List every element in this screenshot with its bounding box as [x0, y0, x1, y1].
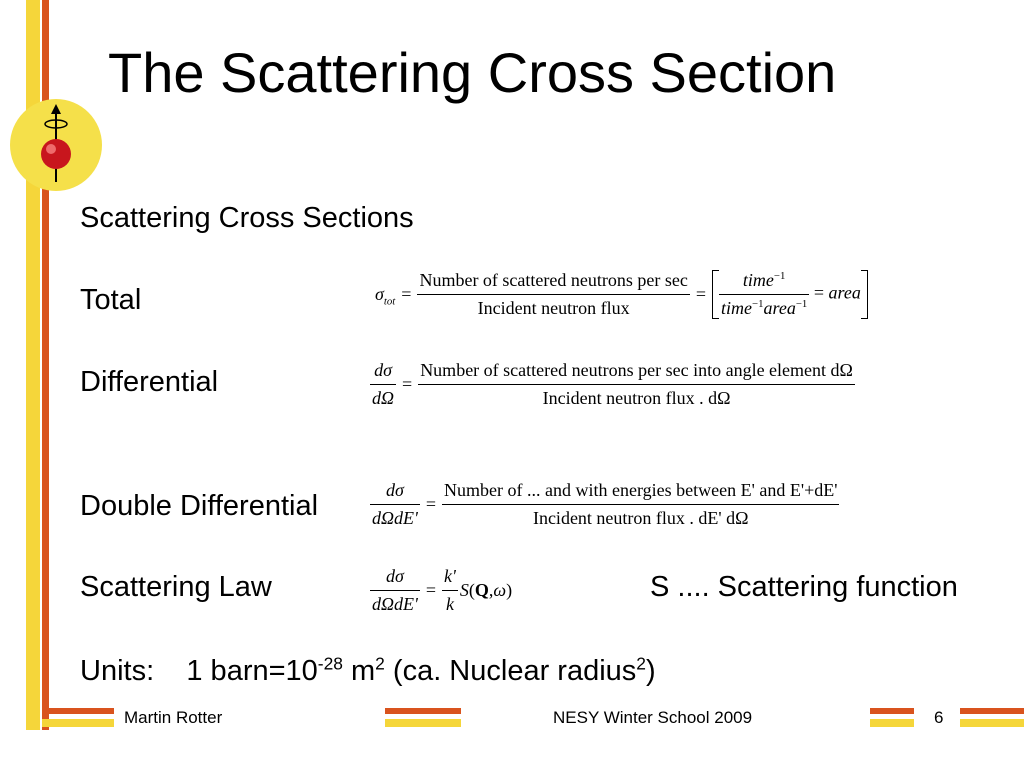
sigma-tot: $\sigma_{tot}$ — [375, 284, 396, 308]
footer-orange-bar-mid — [385, 708, 461, 714]
double-differential-lhs: $\frac{d\sigma}{\text{dΩdE'}}$ — [372, 480, 418, 528]
scattering-function: S(Q,ω) — [459, 580, 513, 600]
barn-value: 1 barn=10 — [186, 655, 318, 687]
equals-sign: = — [695, 284, 707, 304]
footer-orange-bar-far-right — [960, 708, 1024, 714]
footer-page-number: 6 — [934, 708, 944, 727]
scattering-law-lhs: $\frac{d\sigma}{\text{dΩdE'}}$ — [372, 566, 418, 614]
footer-yellow-bar-left — [42, 719, 114, 727]
footer-yellow-bar-far-right — [960, 719, 1024, 727]
footer-orange-bar-left — [42, 708, 114, 714]
bracket-expression: $\frac{time^{-1}}{time^{-1}area^{-1}}$ = area — [712, 270, 868, 319]
k-ratio: $\frac{k'}{k}$ — [444, 566, 456, 614]
equals-sign: = — [402, 374, 413, 394]
equals-sign: = — [425, 580, 437, 600]
differential-equation — [370, 360, 855, 409]
scattering-function-note: S .... Scattering function — [650, 571, 958, 603]
neutron-logo-icon — [6, 98, 106, 198]
units-label: Units: — [80, 655, 155, 687]
total-equation — [375, 270, 868, 319]
double-differential-fraction: $\frac{\text{Number of ... and with energies between E' and E'+dE'}}{\text{Incident neutron flux . dE' dΩ}}$ — [444, 480, 838, 528]
double-differential-equation — [370, 480, 839, 529]
differential-fraction: $\frac{\text{Number of scattered neutrons per sec into angle element dΩ}}{\text{Incident neutron flux . dΩ}}$ — [420, 360, 853, 408]
units-line: Units: 1 $barn=10^{-28}$ $m^2$ (ca. Nuclear radius$^2$) — [80, 653, 656, 687]
differential-lhs: $\frac{d\sigma}{d\Omega}$ — [372, 360, 395, 408]
footer-yellow-bar-mid — [385, 719, 461, 727]
total-fraction: $\frac{\text{Number of scattered neutrons per sec}}{\text{Incident neutron flux}}$ — [419, 270, 688, 318]
nuclear-radius-note: (ca. Nuclear radius — [392, 655, 637, 687]
footer-author: Martin Rotter — [124, 708, 223, 727]
footer-yellow-bar-right — [870, 719, 914, 727]
footer-orange-bar-right — [870, 708, 914, 714]
double-differential-label: Double Differential — [80, 490, 319, 522]
total-label: Total — [80, 284, 142, 316]
unit-m: m — [351, 655, 376, 687]
scattering-law-label: Scattering Law — [80, 571, 272, 603]
equals-sign: = — [425, 494, 437, 514]
scattering-law-equation — [370, 566, 512, 615]
differential-label: Differential — [80, 366, 219, 398]
equals-sign: = — [401, 284, 412, 304]
section-heading: Scattering Cross Sections — [80, 202, 414, 234]
slide-title: The Scattering Cross Section — [108, 41, 837, 104]
footer-event: NESY Winter School 2009 — [553, 708, 753, 727]
